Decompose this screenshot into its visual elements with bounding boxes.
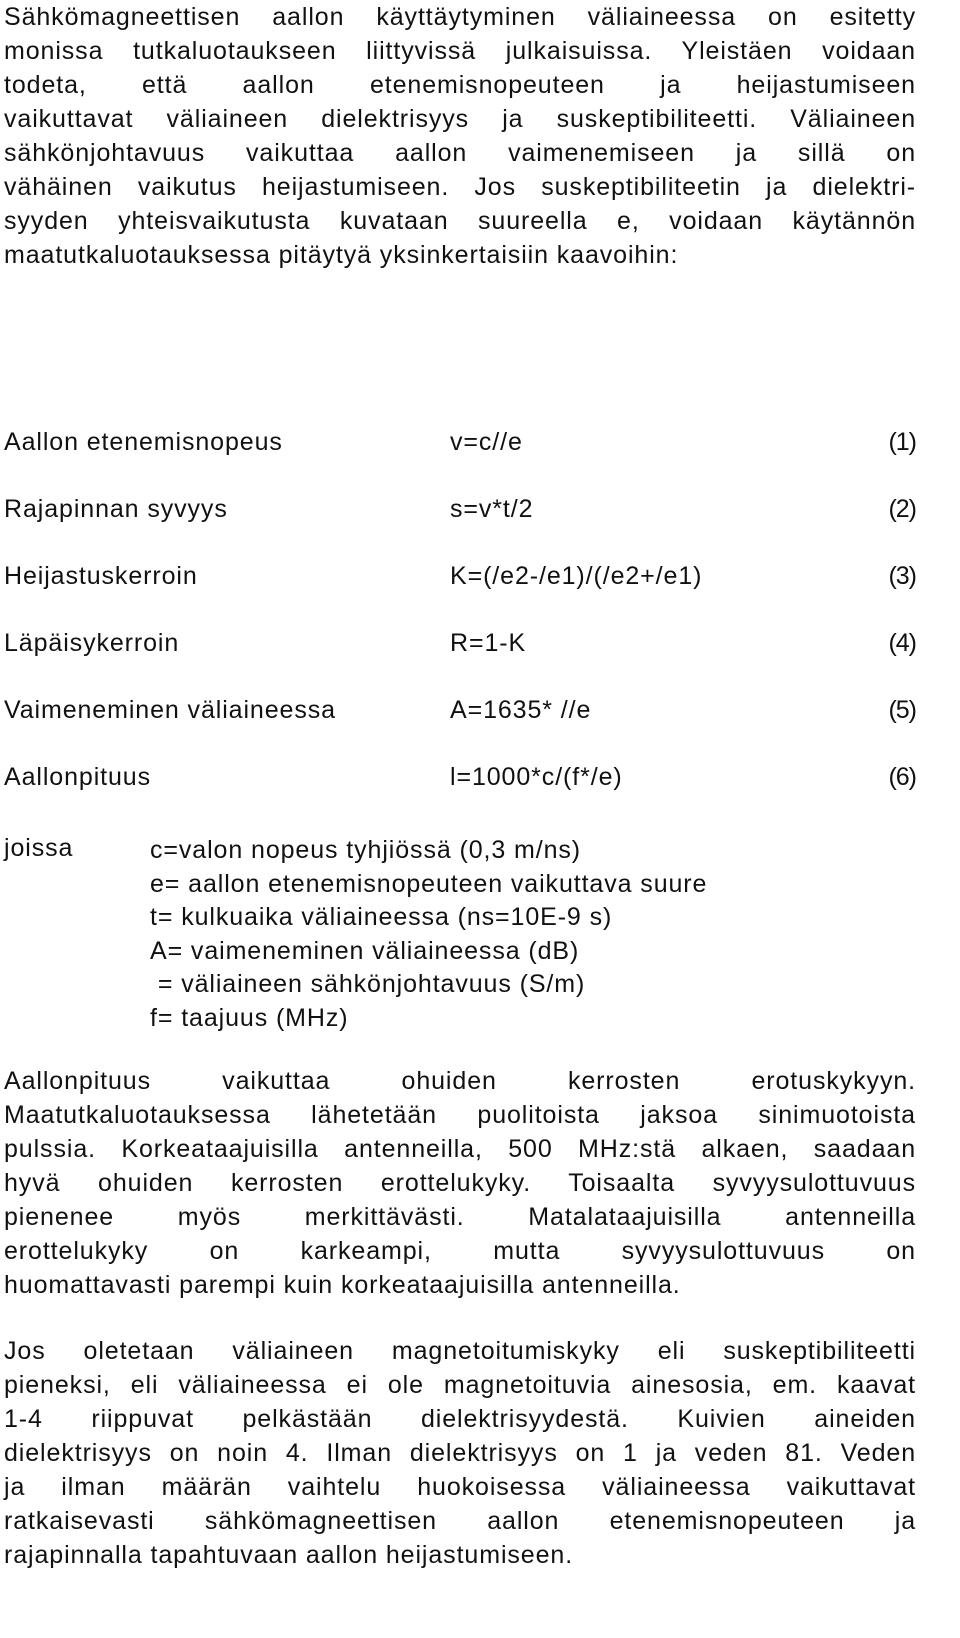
text-line: huomattavasti parempi kuin korkeataajuisilla antenneilla. bbox=[4, 1271, 681, 1299]
equation-formula: l=1000*c/(f*/e) bbox=[450, 763, 623, 791]
equation-name: Aallon etenemisnopeus bbox=[4, 428, 283, 456]
definition-item: t= kulkuaika väliaineessa (ns=10E-9 s) bbox=[150, 903, 613, 931]
text-line: monissa tutkaluotaukseen liittyvissä julkaisuissa. Yleistäen voidaan bbox=[4, 37, 916, 65]
text-line: ratkaisevasti sähkömagneettisen aallon etenemisnopeuteen ja bbox=[4, 1507, 916, 1535]
text-line: erottelukyky on karkeampi, mutta syvyysulottuvuus on bbox=[4, 1237, 916, 1265]
text-line: pienenee myös merkittävästi. Matalataajuisilla antenneilla bbox=[4, 1203, 916, 1231]
equation-name: Rajapinnan syvyys bbox=[4, 495, 228, 523]
definition-item: = väliaineen sähkönjohtavuus (S/m) bbox=[150, 970, 586, 998]
text-line: 1-4 riippuvat pelkästään dielektrisyydestä. Kuivien aineiden bbox=[4, 1405, 916, 1433]
text-line: Sähkömagneettisen aallon käyttäytyminen väliaineessa on esitetty bbox=[4, 3, 916, 31]
equation-row bbox=[4, 763, 916, 830]
text-line: maatutkaluotauksessa pitäytyä yksinkertaisiin kaavoihin: bbox=[4, 241, 679, 269]
equation-formula: A=1635* //e bbox=[450, 696, 592, 724]
text-line: vaikuttavat väliaineen dielektrisyys ja suskeptibiliteetti. Väliaineen bbox=[4, 105, 916, 133]
text-line: Jos oletetaan väliaineen magnetoitumiskyky eli suskeptibiliteetti bbox=[4, 1337, 916, 1365]
equation-list bbox=[4, 428, 916, 830]
equation-row bbox=[4, 629, 916, 696]
text-line: hyvä ohuiden kerrosten erottelukyky. Toisaalta syvyysulottuvuus bbox=[4, 1169, 916, 1197]
equation-number: (2) bbox=[888, 495, 916, 523]
definition-item: A= vaimeneminen väliaineessa (dB) bbox=[150, 936, 580, 965]
dielectric-paragraph bbox=[4, 1334, 916, 1572]
intro-paragraph bbox=[4, 0, 916, 272]
equation-row bbox=[4, 495, 916, 562]
equation-formula: s=v*t/2 bbox=[450, 495, 534, 523]
equation-name: Vaimeneminen väliaineessa bbox=[4, 696, 336, 724]
equation-formula: K=(/e2-/e1)/(/e2+/e1) bbox=[450, 562, 703, 590]
equation-name: Aallonpituus bbox=[4, 763, 152, 791]
definition-item: e= aallon etenemisnopeuteen vaikuttava suure bbox=[150, 869, 708, 898]
equation-number: (3) bbox=[888, 562, 916, 590]
definition-item: f= taajuus (MHz) bbox=[150, 1003, 349, 1032]
text-line: syyden yhteisvaikutusta kuvataan suureella e, voidaan käytännön bbox=[4, 207, 916, 235]
text-line: rajapinnalla tapahtuvaan aallon heijastumiseen. bbox=[4, 1541, 574, 1569]
equation-row bbox=[4, 696, 916, 763]
text-line: Aallonpituus vaikuttaa ohuiden kerrosten erotuskykyyn. bbox=[4, 1067, 916, 1095]
text-line: dielektrisyys on noin 4. Ilman dielektrisyys on 1 ja veden 81. Veden bbox=[4, 1439, 916, 1467]
wavelength-paragraph bbox=[4, 1064, 916, 1302]
text-line: pulssia. Korkeataajuisilla antenneilla, 500 MHz:stä alkaen, saadaan bbox=[4, 1135, 916, 1163]
definition-item: c=valon nopeus tyhjiössä (0,3 m/ns) bbox=[150, 836, 582, 864]
equation-number: (5) bbox=[888, 696, 916, 724]
text-line: ja ilman määrän vaihtelu huokoisessa väliaineessa vaikuttavat bbox=[4, 1473, 916, 1501]
text-line: pieneksi, eli väliaineessa ei ole magnetoituvia ainesosia, em. kaavat bbox=[4, 1371, 916, 1399]
equation-number: (1) bbox=[888, 428, 916, 456]
equation-row bbox=[4, 428, 916, 495]
equation-number: (4) bbox=[888, 629, 916, 657]
text-line: todeta, että aallon etenemisnopeuteen ja heijastumiseen bbox=[4, 71, 916, 99]
equation-name: Heijastuskerroin bbox=[4, 562, 198, 590]
definitions-label: joissa bbox=[4, 834, 74, 862]
text-line: sähkönjohtavuus vaikuttaa aallon vaimenemiseen ja sillä on bbox=[4, 139, 916, 167]
text-line: Maatutkaluotauksessa lähetetään puolitoista jaksoa sinimuotoista bbox=[4, 1101, 916, 1129]
equation-formula: R=1-K bbox=[450, 629, 527, 657]
text-line: vähäinen vaikutus heijastumiseen. Jos suskeptibiliteetin ja dielektri- bbox=[4, 173, 916, 201]
equation-name: Läpäisykerroin bbox=[4, 629, 180, 657]
definitions-list bbox=[150, 834, 707, 1035]
equation-formula: v=c//e bbox=[450, 428, 523, 456]
equation-row bbox=[4, 562, 916, 629]
equation-number: (6) bbox=[888, 763, 916, 791]
